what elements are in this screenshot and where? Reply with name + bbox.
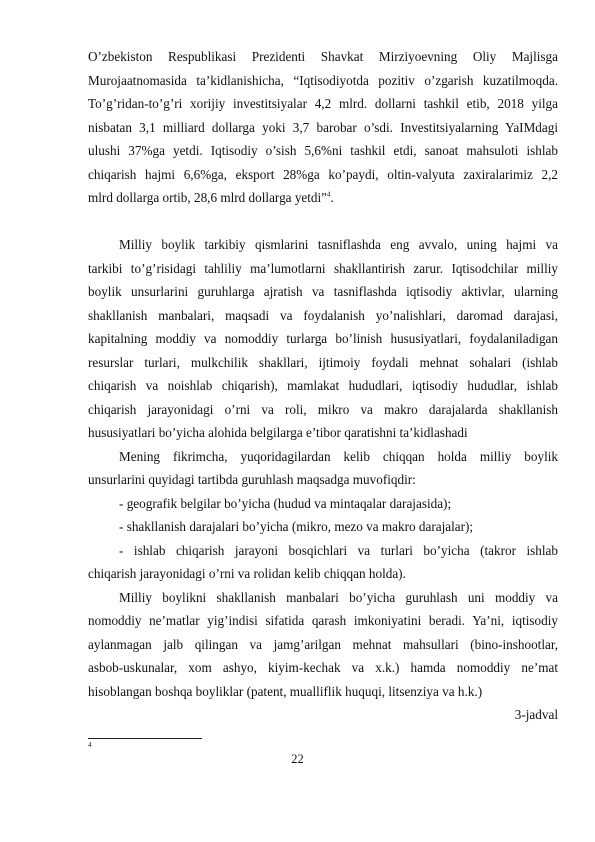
text-line: chiqarish va noishlab chiqarish), mamlakat hududlari, iqtisodiy hududlar, ishlab <box>88 378 558 393</box>
list-item: - ishlab chiqarish jarayoni bosqichlari va turlari bo’yicha (takror ishlab <box>119 542 558 558</box>
text-line: chiqarish jarayonidagi o’rni va roli, mikro va makro darajalarda shakllanish <box>88 401 558 417</box>
paragraph-gap <box>88 210 558 234</box>
list-item: - geografik belgilar bo’yicha (hudud va mintaqalar darajasida); <box>119 495 452 511</box>
text-line: O’zbekiston Respublikasi Prezidenti Shavkat Mirziyoevning Oliy Majlisga <box>88 49 558 64</box>
text-line: asbob-uskunalar, xom ashyo, kiyim-kechak va x.k.) hamda nomoddiy ne’mat <box>88 660 558 675</box>
footnote-divider <box>88 738 202 739</box>
text-span: mlrd dollarga ortib, 28,6 mlrd dollarga yetdi” <box>88 190 328 205</box>
text-line: Mening fikrimcha, yuqoridagilardan kelib chiqqan holda milliy boylik <box>119 448 558 464</box>
bullet-list <box>88 492 558 586</box>
text-line: resurslar turlari, mulkchilik shakllari, ijtimoiy foydali mehnat sohalari (ishlab <box>88 354 558 370</box>
text-line: To’g’ridan-to’g’ri xorijiy investitsiyalar 4,2 mlrd. dollarni tashkil etib, 2018 yilga <box>88 96 558 111</box>
text-line: chiqarish hajmi 6,6%ga, eksport 28%ga ko’paydi, oltin-valyuta zaxiralarimiz 2,2 <box>88 166 558 182</box>
text-line-last: hisoblangan boshqa boyliklar (patent, mualliflik huquqi, litsenziya va h.k.) <box>88 683 483 699</box>
document-body <box>88 45 558 727</box>
paragraph-2 <box>88 233 558 445</box>
text-line: Milliy boylikni shakllanish manbalari bo’yicha guruhlash uni moddiy va <box>119 589 558 605</box>
footnote-reference[interactable]: 4 <box>327 190 331 199</box>
text-span: . <box>330 190 334 205</box>
text-line-last: hususiyatlari bo’yicha alohida belgilarga e’tibor qaratishni ta’kidlashadi <box>88 425 468 440</box>
paragraph-3 <box>88 445 558 492</box>
text-line: nomoddiy ne’matlar yig’indisi sifatida qarash imkoniyatini beradi. Ya’ni, iqtisodiy <box>88 613 558 628</box>
text-line: Murojaatnomasida ta’kidlanishicha, “Iqtisodiyotda pozitiv o’zgarish kuzatilmoqda. <box>88 72 558 88</box>
text-line: shakllanish manbalari, maqsadi va foydalanish yo’nalishlari, daromad darajasi, <box>88 307 558 323</box>
text-line: ulushi 37%ga yetdi. Iqtisodiy o’sish 5,6%ni tashkil etdi, sanoat mahsuloti ishlab <box>88 143 558 158</box>
text-line: nisbatan 3,1 milliard dollarga yoki 3,7 barobar o’sdi. Investitsiyalarning YaIMdagi <box>88 119 558 135</box>
text-line: aylanmagan jalb qilingan va jamg’arilgan mehnat mahsullari (bino-inshootlar, <box>88 636 558 652</box>
text-line: tarkibi to’g’risidagi tahliliy ma’lumotlarni shakllantirish zarur. Iqtisodchilar milliy <box>88 260 558 276</box>
text-line: Milliy boylik tarkibiy qismlarini tasniflashda eng avvalo, uning hajmi va <box>119 237 558 252</box>
table-caption: 3-jadval <box>514 707 558 722</box>
list-item-continuation: chiqarish jarayonidagi o’rni va rolidan kelib chiqqan holda). <box>88 566 406 581</box>
text-line-last <box>88 186 558 210</box>
text-line-last: unsurlarini quyidagi tartibda guruhlash maqsadga muvofiqdir: <box>88 472 416 487</box>
paragraph-1 <box>88 45 558 210</box>
text-line: kapitalning moddiy va nomoddiy turlarga bo’linish hususiyatlari, foydalaniladigan <box>88 331 558 346</box>
paragraph-4 <box>88 586 558 704</box>
footnote-marker: 4 <box>88 741 92 749</box>
text-line: boylik unsurlarini guruhlarga ajratish va tasniflashda iqtisodiy aktivlar, ularning <box>88 284 558 299</box>
list-item: - shakllanish darajalari bo’yicha (mikro, mezo va makro darajalar); <box>119 519 474 534</box>
page-number: 22 <box>291 752 304 766</box>
